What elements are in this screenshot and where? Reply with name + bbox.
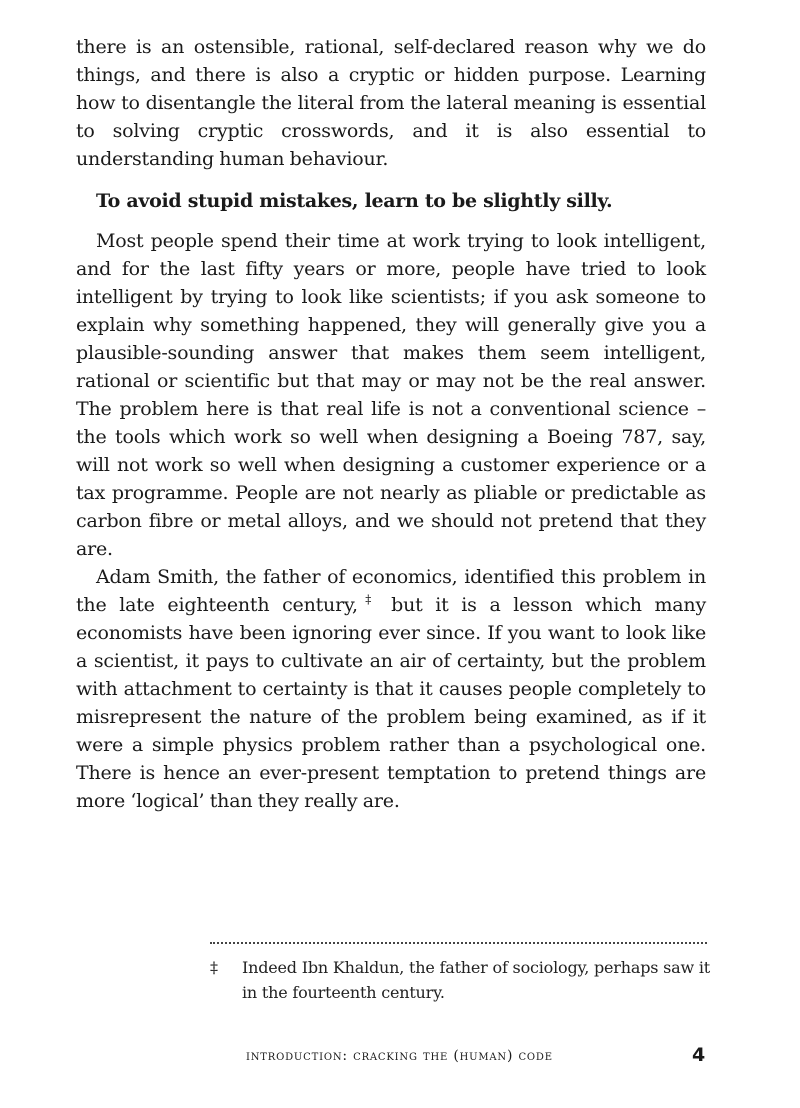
paragraph-continuation: there is an ostensible, rational, self-declared reason why we do things, and there is also a cryptic or hidden purpose. Learning how to disentangle the literal from the lateral meaning is essential to solving cryptic crosswords, and it is also essential to understanding human behaviour. <box>76 36 706 170</box>
paragraph-intelligence: Most people spend their time at work trying to look intelligent, and for the last fifty years or more, people have tried to look intelligent by trying to look like scientists; if you ask someone to explain why something happened, they will generally give you a plausible-sounding answer that makes them seem intelligent, rational or scientific but that may or may not be the real answer. The problem here is that real life is not a conventional science – the tools which work so well when designing a Boeing 787, say, will not work so well when designing a customer experience or a tax programme. People are not nearly as pliable or predictable as carbon fibre or metal alloys, and we should not pretend that they are. <box>76 230 706 560</box>
page-number: 4 <box>692 1044 706 1066</box>
footnote-mark: ‡ <box>210 958 218 977</box>
running-footer-title: introduction: cracking the (human) code <box>246 1048 553 1064</box>
footnote-reference-mark[interactable]: ‡ <box>357 592 379 607</box>
footnote <box>210 955 710 1005</box>
paragraph-adam-smith-rest: but it is a lesson which many economists have been ignoring ever since. If you want to look like a scientist, it pays to cultivate an air of certainty, but the problem with attachment to certainty is that it causes people completely to misrepresent the nature of the problem being examined, as if it were a simple physics problem rather than a psychological one. There is hence an ever-present temptation to pretend things are more ‘logical’ than they really are. <box>76 594 706 812</box>
footnote-divider <box>210 942 707 944</box>
section-heading: To avoid stupid mistakes, learn to be slightly silly. <box>96 190 613 212</box>
paragraph-adam-smith <box>76 563 706 815</box>
page-body <box>76 33 706 815</box>
footnote-text: Indeed Ibn Khaldun, the father of sociology, perhaps saw it in the fourteenth century. <box>242 958 711 1002</box>
paragraph-adam-smith-start: Adam Smith, the father of economics, identified this problem in the late eighteenth century, <box>76 566 706 616</box>
